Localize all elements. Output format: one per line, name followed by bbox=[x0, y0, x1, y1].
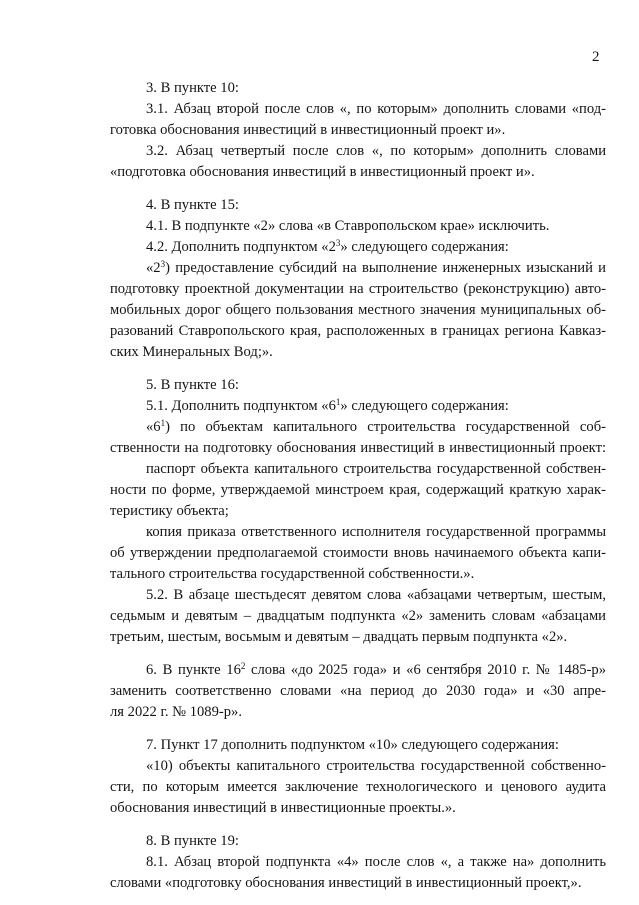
text-line bbox=[110, 873, 606, 894]
text-run: ) предоставление субсидий на выполнение инженерных изысканий и bbox=[165, 260, 606, 276]
text-run: копия приказа ответственного исполнителя государственной программы bbox=[146, 524, 606, 540]
text-line bbox=[146, 258, 606, 279]
text-line bbox=[146, 375, 606, 396]
text-run: » следующего содержания: bbox=[340, 398, 509, 414]
text-line bbox=[110, 564, 606, 585]
text-line bbox=[146, 522, 606, 543]
text-run: 4.1. В подпункте «2» слова «в Ставропольском крае» исключить. bbox=[146, 218, 550, 234]
text-run: словами «подготовку обоснования инвестиций в инвестиционный проект,». bbox=[110, 875, 582, 891]
text-run: 3. В пункте 10: bbox=[146, 80, 239, 96]
text-line bbox=[146, 735, 606, 756]
text-run: 6. В пункте 16 bbox=[146, 662, 241, 678]
superscript: 3 bbox=[335, 238, 341, 248]
text-run: ля 2022 г. № 1089-р». bbox=[110, 704, 242, 720]
text-run: «10) объекты капитального строительства государственной собственно- bbox=[146, 758, 606, 774]
text-line bbox=[146, 99, 606, 120]
text-run: «2 bbox=[146, 260, 161, 276]
text-run: «6 bbox=[146, 419, 161, 435]
text-line bbox=[110, 543, 606, 564]
text-line bbox=[110, 438, 606, 459]
text-line bbox=[110, 627, 606, 648]
text-run: паспорт объекта капитального строительства государственной собствен- bbox=[146, 461, 606, 477]
text-line bbox=[146, 459, 606, 480]
text-run: ственности на подготовку обоснования инвестиций в инвестиционный проект: bbox=[110, 440, 606, 456]
text-line bbox=[110, 342, 606, 363]
text-run: третьим, шестым, восьмым и девятым – двадцать первым подпункта «2». bbox=[110, 629, 568, 645]
superscript: 1 bbox=[160, 418, 166, 428]
text-run: «подготовка обоснования инвестиций в инвестиционный проект и». bbox=[110, 164, 535, 180]
superscript: 2 bbox=[240, 661, 246, 671]
text-run: обоснования инвестиций в инвестиционные проекты.». bbox=[110, 800, 456, 816]
superscript: 3 bbox=[160, 259, 166, 269]
text-line bbox=[146, 141, 606, 162]
text-line bbox=[110, 681, 606, 702]
text-line bbox=[146, 831, 606, 852]
text-line bbox=[110, 798, 606, 819]
page-number: 2 bbox=[592, 49, 600, 65]
text-line bbox=[146, 852, 606, 873]
text-run: 8. В пункте 19: bbox=[146, 833, 239, 849]
text-line bbox=[110, 321, 606, 342]
text-run: теристику объекта; bbox=[110, 503, 229, 519]
text-line bbox=[146, 585, 606, 606]
text-run: седьмым и девятым – двадцатым подпункта «2» заменить словам «абзацами bbox=[110, 608, 606, 624]
text-run: ) по объектам капитального строительства государственной соб- bbox=[165, 419, 606, 435]
text-line bbox=[146, 756, 606, 777]
text-run: 5. В пункте 16: bbox=[146, 377, 239, 393]
text-run: 4.2. Дополнить подпунктом «2 bbox=[146, 239, 336, 255]
text-run: 3.2. Абзац четвертый после слов «, по которым» дополнить словами bbox=[146, 143, 606, 159]
text-run: 5.1. Дополнить подпунктом «6 bbox=[146, 398, 336, 414]
text-line bbox=[110, 480, 606, 501]
text-line bbox=[146, 195, 606, 216]
text-line bbox=[110, 120, 606, 141]
text-line bbox=[146, 237, 606, 258]
text-line bbox=[146, 216, 606, 237]
superscript: 1 bbox=[335, 397, 341, 407]
text-line bbox=[146, 660, 606, 681]
text-line bbox=[110, 777, 606, 798]
text-run: сти, по которым имеется заключение технологического и ценового аудита bbox=[110, 779, 606, 795]
text-run: разований Ставропольского края, расположенных в границах региона Кавказ- bbox=[110, 323, 606, 339]
text-run: заменить соответственно словами «на период до 2030 года» и «30 апре- bbox=[110, 683, 606, 699]
text-line bbox=[110, 501, 606, 522]
text-run: ских Минеральных Вод;». bbox=[110, 344, 273, 360]
text-line bbox=[146, 396, 606, 417]
text-line bbox=[110, 300, 606, 321]
text-run: 5.2. В абзаце шестьдесят девятом слова «абзацами четвертым, шестым, bbox=[146, 587, 606, 603]
text-line bbox=[110, 702, 606, 723]
text-run: 3.1. Абзац второй после слов «, по которым» дополнить словами «под- bbox=[146, 101, 606, 117]
text-line bbox=[110, 279, 606, 300]
text-run: 7. Пункт 17 дополнить подпунктом «10» следующего содержания: bbox=[146, 737, 559, 753]
text-run: слова «до 2025 года» и «6 сентября 2010 г. № 1485-р» bbox=[245, 662, 606, 678]
text-line bbox=[110, 606, 606, 627]
text-run: 8.1. Абзац второй подпункта «4» после слов «, а также на» дополнить bbox=[146, 854, 606, 870]
text-line bbox=[146, 78, 606, 99]
text-run: подготовку проектной документации на строительство (реконструкцию) авто- bbox=[110, 281, 606, 297]
text-run: об утверждении предполагаемой стоимости вновь начинаемого объекта капи- bbox=[110, 545, 606, 561]
text-run: 4. В пункте 15: bbox=[146, 197, 239, 213]
text-run: готовка обоснования инвестиций в инвестиционный проект и». bbox=[110, 122, 506, 138]
text-run: » следующего содержания: bbox=[340, 239, 509, 255]
text-line bbox=[110, 162, 606, 183]
text-line bbox=[146, 417, 606, 438]
text-run: мобильных дорог общего пользования местного значения муниципальных об- bbox=[110, 302, 606, 318]
text-run: тального строительства государственной собственности.». bbox=[110, 566, 475, 582]
text-run: ности по форме, утверждаемой минстроем края, содержащий краткую харак- bbox=[110, 482, 606, 498]
